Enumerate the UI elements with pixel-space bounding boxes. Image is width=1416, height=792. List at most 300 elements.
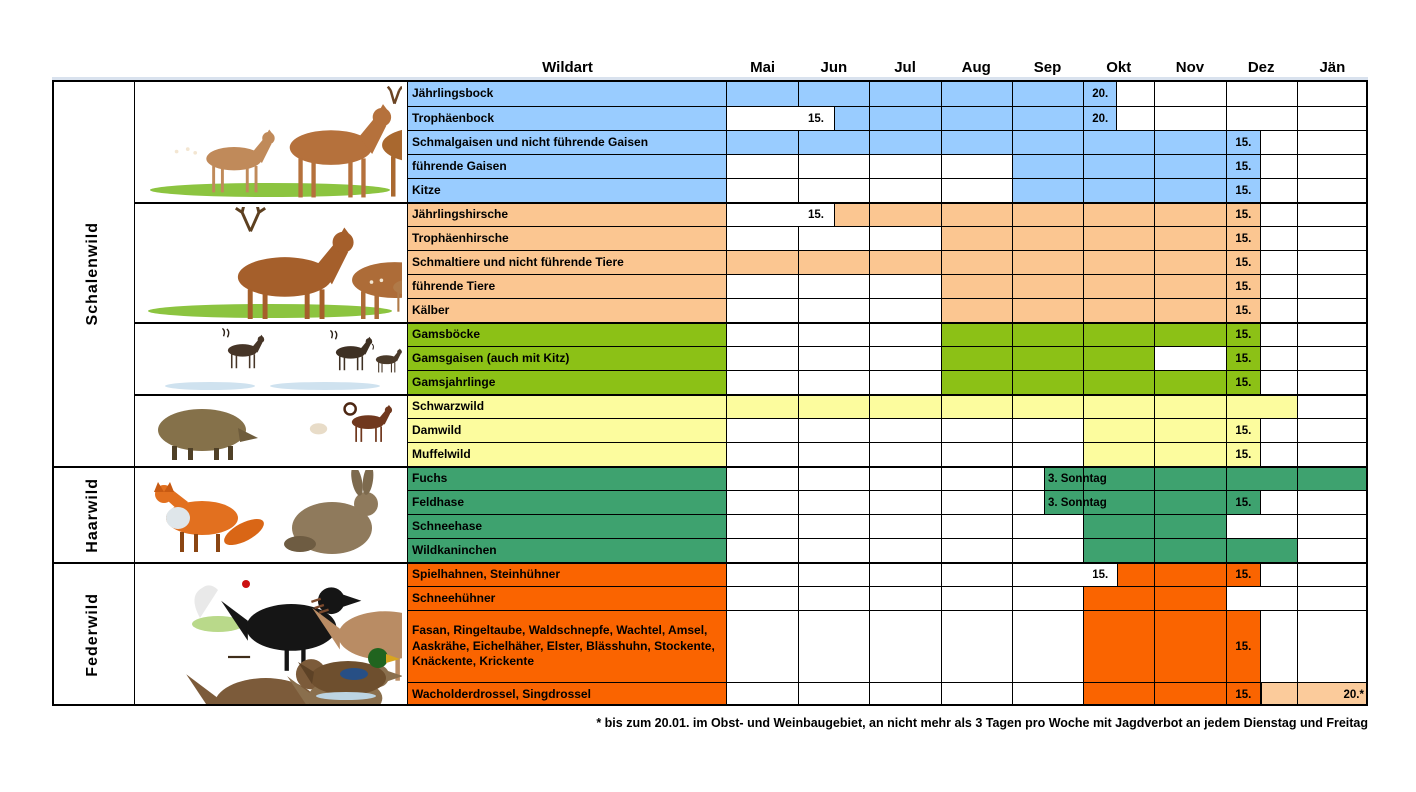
hare-icon: [284, 470, 378, 554]
month-gridline: [941, 131, 942, 154]
month-gridline: [1012, 443, 1013, 466]
fox-hare-image: [135, 466, 408, 562]
month-gridline: [869, 564, 870, 586]
date-label: 20.*: [1343, 688, 1364, 701]
month-gridline: [798, 443, 799, 466]
month-header-aug: Aug: [961, 59, 991, 76]
season-bar: [1012, 179, 1261, 202]
month-gridline: [1083, 227, 1084, 250]
month-gridline: [1012, 299, 1013, 322]
season-bar: [941, 275, 1262, 298]
season-bar: [941, 299, 1262, 322]
species-name: Muffelwild: [408, 443, 727, 466]
season-bar: [727, 82, 1117, 106]
month-gridline: [1297, 179, 1298, 202]
month-gridline: [1226, 468, 1227, 490]
month-gridline: [798, 419, 799, 442]
month-gridline: [1154, 515, 1155, 538]
month-gridline: [941, 587, 942, 610]
month-gridline: [1297, 371, 1298, 394]
month-gridline: [1297, 443, 1298, 466]
month-gridline: [1012, 204, 1013, 226]
species-row: [408, 490, 1368, 514]
table-header: [52, 57, 1368, 82]
month-gridline: [869, 396, 870, 418]
species-name: Kälber: [408, 299, 727, 322]
month-gridline: [798, 491, 799, 514]
month-header-jun: Jun: [820, 59, 848, 76]
month-gridline: [941, 179, 942, 202]
month-gridline: [941, 251, 942, 274]
month-gridline: [869, 468, 870, 490]
month-gridline: [869, 515, 870, 538]
species-row: [408, 514, 1368, 538]
month-gridline: [1226, 515, 1227, 538]
month-gridline: [1012, 371, 1013, 394]
season-strip: [727, 155, 1368, 178]
species-row: [408, 106, 1368, 130]
month-gridline: [798, 539, 799, 562]
mouflon-icon: [310, 403, 392, 442]
date-label: 20.: [1092, 112, 1109, 125]
month-gridline: [941, 82, 942, 106]
species-row: [408, 130, 1368, 154]
month-gridline: [869, 611, 870, 682]
month-gridline: [798, 468, 799, 490]
season-strip: [727, 587, 1368, 610]
date-label: 15.: [1235, 160, 1252, 173]
month-gridline: [1083, 683, 1084, 706]
species-name: führende Gaisen: [408, 155, 727, 178]
month-header-jän: Jän: [1319, 59, 1346, 76]
month-header-mai: Mai: [750, 59, 776, 76]
month-gridline: [1297, 204, 1298, 226]
species-name: Trophäenbock: [408, 107, 727, 130]
species-row: [408, 394, 1368, 418]
month-gridline: [1154, 347, 1155, 370]
month-gridline: [1154, 587, 1155, 610]
month-header-okt: Okt: [1106, 59, 1132, 76]
month-gridline: [1297, 227, 1298, 250]
month-gridline: [1012, 227, 1013, 250]
month-gridline: [1154, 419, 1155, 442]
month-header-dez: Dez: [1247, 59, 1275, 76]
month-gridline: [1154, 443, 1155, 466]
species-name: Jährlingsbock: [408, 82, 727, 106]
month-gridline: [1297, 587, 1298, 610]
species-name: Schmalgaisen und nicht führende Gaisen: [408, 131, 727, 154]
month-gridline: [1297, 251, 1298, 274]
month-gridline: [1226, 82, 1227, 106]
month-gridline: [941, 468, 942, 490]
season-strip: [727, 443, 1368, 466]
species-row: [408, 346, 1368, 370]
species-row: [408, 562, 1368, 586]
month-gridline: [798, 299, 799, 322]
season-strip: [727, 299, 1368, 322]
month-gridline: [798, 683, 799, 706]
month-header-jul: Jul: [894, 59, 916, 76]
month-gridline: [1012, 275, 1013, 298]
month-gridline: [1297, 82, 1298, 106]
season-bar: [941, 371, 1262, 394]
month-gridline: [869, 419, 870, 442]
month-gridline: [1297, 396, 1298, 418]
month-header-sep: Sep: [1033, 59, 1062, 76]
month-gridline: [1297, 131, 1298, 154]
date-label: 15.: [1235, 448, 1252, 461]
month-gridline: [1083, 251, 1084, 274]
species-row: [408, 274, 1368, 298]
month-gridline: [1083, 371, 1084, 394]
season-bar: [941, 227, 1262, 250]
season-strip: [727, 82, 1368, 106]
date-label: 15.: [1235, 569, 1252, 581]
season-bar: [941, 347, 1155, 370]
month-gridline: [1154, 275, 1155, 298]
month-gridline: [1083, 299, 1084, 322]
month-gridline: [798, 396, 799, 418]
month-gridline: [1154, 204, 1155, 226]
species-row: [408, 82, 1368, 106]
month-gridline: [869, 683, 870, 706]
month-gridline: [1154, 564, 1155, 586]
month-gridline: [1154, 324, 1155, 346]
month-gridline: [1297, 539, 1298, 562]
month-gridline: [1012, 396, 1013, 418]
species-name: Fuchs: [408, 468, 727, 490]
category-cell-federwild: [52, 562, 135, 706]
month-gridline: [1226, 539, 1227, 562]
month-gridline: [1012, 491, 1013, 514]
species-name: Schneehase: [408, 515, 727, 538]
species-name: Wacholderdrossel, Singdrossel: [408, 683, 727, 706]
month-gridline: [1297, 564, 1298, 586]
species-row: [408, 682, 1368, 706]
month-gridline: [941, 155, 942, 178]
month-gridline: [1154, 396, 1155, 418]
season-strip: [727, 324, 1368, 346]
month-gridline: [1012, 419, 1013, 442]
season-strip: [727, 251, 1368, 274]
month-gridline: [1297, 347, 1298, 370]
month-gridline: [869, 179, 870, 202]
month-gridline: [1083, 131, 1084, 154]
month-gridline: [1297, 491, 1298, 514]
month-gridline: [1083, 587, 1084, 610]
month-gridline: [798, 179, 799, 202]
date-label: 15.: [1235, 496, 1252, 509]
month-gridline: [869, 155, 870, 178]
season-strip: [727, 611, 1368, 682]
month-gridline: [1083, 179, 1084, 202]
season-strip: [727, 564, 1368, 586]
month-gridline: [798, 347, 799, 370]
month-gridline: [941, 324, 942, 346]
species-name: Gamsjahrlinge: [408, 371, 727, 394]
month-gridline: [798, 611, 799, 682]
season-bar: [834, 107, 1117, 130]
species-name: Gamsböcke: [408, 324, 727, 346]
month-gridline: [869, 491, 870, 514]
species-row: [408, 586, 1368, 610]
month-gridline: [1297, 611, 1298, 682]
month-gridline: [869, 299, 870, 322]
season-strip: [727, 347, 1368, 370]
fox-icon: [154, 482, 268, 552]
month-gridline: [1083, 275, 1084, 298]
red-deer-image: [135, 202, 408, 322]
season-strip: [727, 179, 1368, 202]
month-gridline: [1012, 683, 1013, 706]
month-gridline: [1012, 131, 1013, 154]
category-label: Federwild: [84, 593, 101, 677]
season-bar: [1012, 155, 1261, 178]
date-label: 15.: [1235, 424, 1252, 437]
month-gridline: [941, 299, 942, 322]
month-gridline: [1012, 347, 1013, 370]
species-row: [408, 298, 1368, 322]
date-label: 15.: [1235, 352, 1252, 365]
species-row: [408, 538, 1368, 562]
species-row: [408, 178, 1368, 202]
species-name: Schmaltiere und nicht führende Tiere: [408, 251, 727, 274]
season-bar: [727, 131, 1261, 154]
month-gridline: [869, 347, 870, 370]
month-gridline: [1154, 683, 1155, 706]
date-label: 15.: [1235, 304, 1252, 317]
species-row: [408, 370, 1368, 394]
season-bar: [941, 324, 1262, 346]
month-gridline: [941, 611, 942, 682]
month-gridline: [869, 107, 870, 130]
month-gridline: [941, 683, 942, 706]
month-gridline: [798, 564, 799, 586]
wildart-column-header: Wildart: [542, 59, 593, 76]
category-cell-schalenwild: [52, 82, 135, 466]
season-strip: [727, 396, 1368, 418]
month-gridline: [798, 324, 799, 346]
species-row: [408, 610, 1368, 682]
month-gridline: [1297, 468, 1298, 490]
month-gridline: [941, 515, 942, 538]
season-strip: [727, 491, 1368, 514]
season-bar: [727, 251, 1261, 274]
roe-deer-image: [135, 82, 408, 202]
species-name: Schwarzwild: [408, 396, 727, 418]
species-row: [408, 154, 1368, 178]
month-gridline: [1297, 155, 1298, 178]
month-gridline: [869, 204, 870, 226]
month-gridline: [869, 82, 870, 106]
species-row: [408, 442, 1368, 466]
date-label: 3. Sonntag: [1047, 473, 1107, 485]
month-gridline: [1154, 107, 1155, 130]
month-gridline: [869, 443, 870, 466]
month-gridline: [1154, 227, 1155, 250]
month-gridline: [869, 131, 870, 154]
month-gridline: [1297, 275, 1298, 298]
species-row: [408, 322, 1368, 346]
species-name: führende Tiere: [408, 275, 727, 298]
season-strip: [727, 204, 1368, 226]
month-gridline: [941, 539, 942, 562]
date-label: 15.: [1235, 136, 1252, 149]
month-gridline: [869, 371, 870, 394]
month-gridline: [1012, 611, 1013, 682]
month-gridline: [869, 324, 870, 346]
month-gridline: [1012, 324, 1013, 346]
month-gridline: [941, 227, 942, 250]
species-row: [408, 418, 1368, 442]
month-gridline: [798, 155, 799, 178]
season-bar: [1083, 539, 1297, 562]
month-gridline: [1154, 251, 1155, 274]
month-gridline: [1154, 155, 1155, 178]
month-gridline: [869, 539, 870, 562]
species-name: Kitze: [408, 179, 727, 202]
season-strip: [727, 371, 1368, 394]
month-gridline: [798, 251, 799, 274]
species-row: [408, 226, 1368, 250]
month-gridline: [1012, 251, 1013, 274]
month-gridline: [1226, 396, 1227, 418]
season-strip: [727, 227, 1368, 250]
date-label: 3. Sonntag: [1047, 496, 1107, 509]
month-gridline: [941, 564, 942, 586]
month-gridline: [941, 347, 942, 370]
date-label: 15.: [1235, 329, 1252, 341]
month-gridline: [1083, 515, 1084, 538]
month-gridline: [1154, 131, 1155, 154]
species-name: Fasan, Ringeltaube, Waldschnepfe, Wachtel, Amsel, Aaskrähe, Eichelhäher, Elster, Blässhuhn, Stockente, Knäckente, Krickente: [408, 611, 727, 682]
month-gridline: [1083, 204, 1084, 226]
species-row: [408, 202, 1368, 226]
month-gridline: [1012, 155, 1013, 178]
date-label: 20.: [1092, 88, 1109, 100]
category-cell-haarwild: [52, 466, 135, 562]
black-grouse-icon: [192, 580, 361, 671]
month-gridline: [1083, 324, 1084, 346]
date-label: 15.: [1235, 688, 1252, 701]
chamois-image: [135, 322, 408, 394]
month-gridline: [1012, 179, 1013, 202]
month-gridline: [1154, 179, 1155, 202]
month-gridline: [1012, 468, 1013, 490]
month-gridline: [1083, 155, 1084, 178]
month-gridline: [1012, 82, 1013, 106]
species-name: Gamsgaisen (auch mit Kitz): [408, 347, 727, 370]
month-gridline: [1012, 587, 1013, 610]
season-strip: [727, 419, 1368, 442]
month-gridline: [1154, 82, 1155, 106]
month-gridline: [941, 396, 942, 418]
month-gridline: [1083, 396, 1084, 418]
season-strip: [727, 515, 1368, 538]
month-gridline: [798, 587, 799, 610]
date-label: 15.: [798, 107, 834, 130]
month-gridline: [941, 204, 942, 226]
month-gridline: [1012, 107, 1013, 130]
month-gridline: [1297, 299, 1298, 322]
month-gridline: [1154, 539, 1155, 562]
date-label: 15.: [798, 204, 834, 226]
date-label: 15.: [1235, 640, 1252, 653]
wild-boar-mouflon-image: [135, 394, 408, 466]
game-birds-image: [135, 562, 408, 706]
wild-boar-icon: [158, 409, 258, 460]
category-label: Haarwild: [84, 477, 101, 553]
month-gridline: [869, 227, 870, 250]
date-label: 15.: [1235, 376, 1252, 389]
month-gridline: [1012, 564, 1013, 586]
month-gridline: [869, 587, 870, 610]
month-gridline: [941, 371, 942, 394]
month-gridline: [1297, 515, 1298, 538]
category-label: Schalenwild: [84, 222, 101, 326]
season-strip: [727, 468, 1368, 490]
month-gridline: [798, 227, 799, 250]
month-gridline: [869, 251, 870, 274]
species-name: Spielhahnen, Steinhühner: [408, 564, 727, 586]
footnote: * bis zum 20.01. im Obst- und Weinbaugebiet, an nicht mehr als 3 Tagen pro Woche mit Jagdverbot an jedem Dienstag und Freitag: [596, 716, 1368, 730]
season-strip: [727, 275, 1368, 298]
season-bar: [834, 204, 1261, 226]
month-gridline: [941, 107, 942, 130]
date-label: 15.: [1083, 564, 1117, 586]
month-gridline: [1083, 347, 1084, 370]
month-gridline: [941, 419, 942, 442]
month-gridline: [1083, 443, 1084, 466]
season-table: [52, 57, 1368, 706]
species-name: Trophäenhirsche: [408, 227, 727, 250]
month-gridline: [1012, 515, 1013, 538]
month-gridline: [1154, 611, 1155, 682]
species-name: Wildkaninchen: [408, 539, 727, 562]
species-name: Feldhase: [408, 491, 727, 514]
season-strip: [727, 539, 1368, 562]
month-gridline: [798, 515, 799, 538]
month-gridline: [1297, 324, 1298, 346]
month-gridline: [1226, 107, 1227, 130]
month-gridline: [941, 443, 942, 466]
species-row: [408, 250, 1368, 274]
month-gridline: [1083, 419, 1084, 442]
month-header-nov: Nov: [1175, 59, 1205, 76]
season-strip: [727, 683, 1368, 706]
species-row: [408, 466, 1368, 490]
month-gridline: [1012, 539, 1013, 562]
season-strip: [727, 107, 1368, 130]
date-label: 15.: [1235, 280, 1252, 293]
month-gridline: [798, 131, 799, 154]
month-gridline: [941, 491, 942, 514]
month-gridline: [1226, 587, 1227, 610]
species-name: Jährlingshirsche: [408, 204, 727, 226]
species-name: Schneehühner: [408, 587, 727, 610]
month-gridline: [798, 371, 799, 394]
date-label: 15.: [1235, 209, 1252, 221]
season-strip: [727, 131, 1368, 154]
month-gridline: [1297, 419, 1298, 442]
month-gridline: [1083, 611, 1084, 682]
date-label: 15.: [1235, 184, 1252, 197]
month-gridline: [1154, 299, 1155, 322]
date-label: 15.: [1235, 256, 1252, 269]
month-gridline: [798, 275, 799, 298]
month-gridline: [1297, 107, 1298, 130]
month-gridline: [869, 275, 870, 298]
